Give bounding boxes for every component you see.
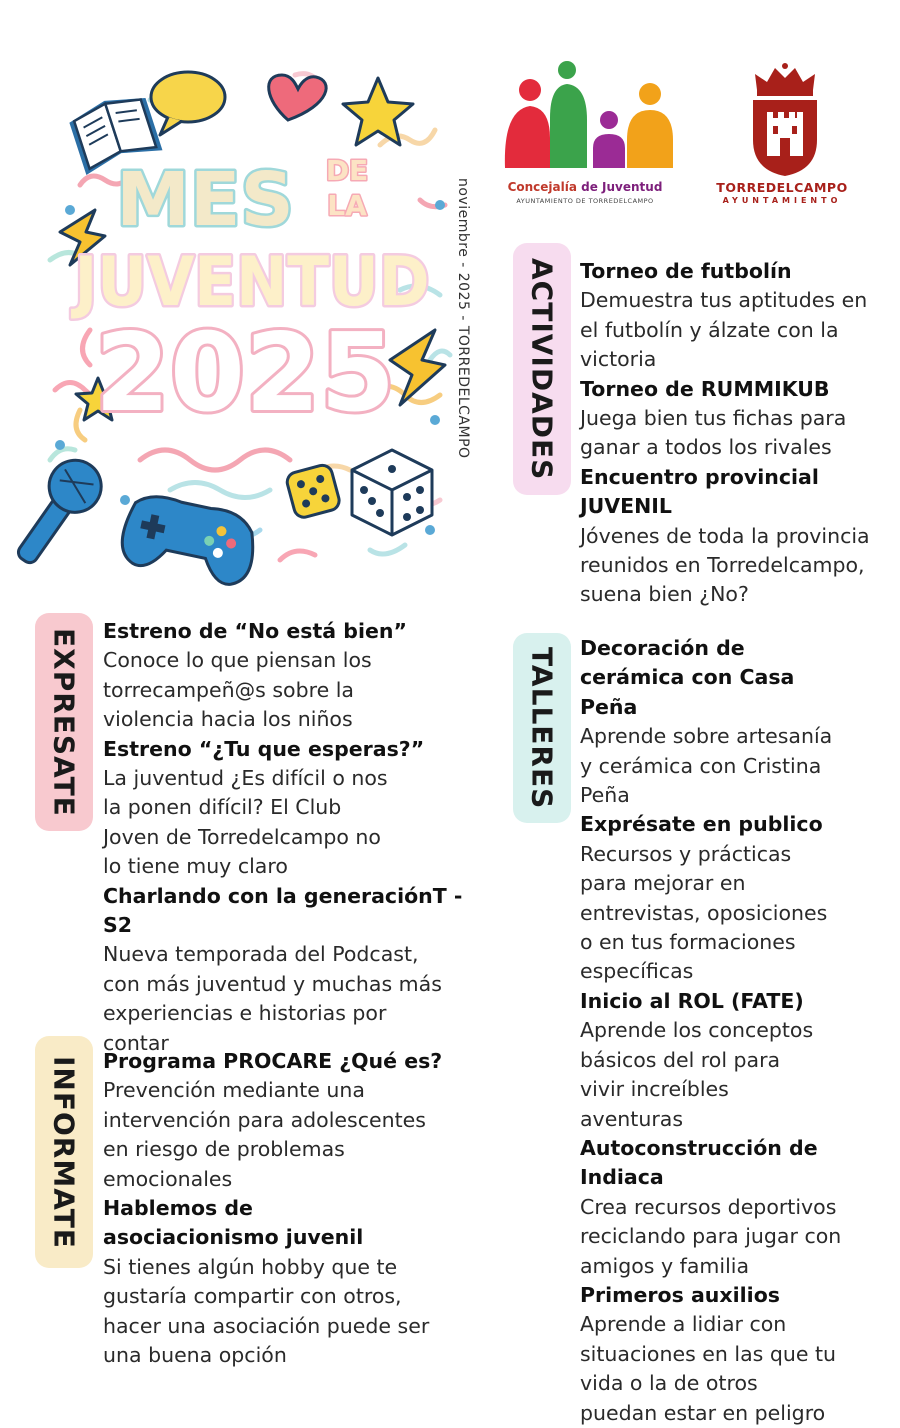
item-description: La juventud ¿Es difícil o nos la ponen difícil? El Club Joven de Torredelcampo no lo tiene muy claro xyxy=(103,766,388,879)
tab-informate-label: INFORMATE xyxy=(47,1055,81,1249)
list-item xyxy=(103,1047,473,1194)
tab-informate xyxy=(35,1036,93,1268)
item-description: Aprende sobre artesanía y cerámica con Cristina Peña xyxy=(580,724,833,808)
tab-talleres-label: TALLERES xyxy=(525,646,559,810)
item-title: Hablemos de asociacionismo juvenil xyxy=(103,1196,364,1250)
tab-talleres xyxy=(513,633,571,823)
item-title: Estreno de “No está bien” xyxy=(103,619,407,643)
poster-title-la: LA xyxy=(327,189,367,222)
list-item xyxy=(580,987,885,1134)
lightning-icon xyxy=(390,330,445,405)
item-description: Conoce lo que piensan los torrecampeñ@s sobre la violencia hacia los niños xyxy=(103,648,372,732)
list-item xyxy=(580,1134,885,1281)
logo-juventud-line2: AYUNTAMIENTO DE TORREDELCAMPO xyxy=(516,197,654,205)
microphone-icon xyxy=(2,450,111,575)
item-title: Exprésate en publico xyxy=(580,812,823,837)
item-description: Aprende los conceptos básicos del rol para vivir increíbles aventuras xyxy=(580,1018,814,1131)
poster-title-juventud: JUVENTUD xyxy=(70,243,430,322)
item-title: Inicio al ROL (FATE) xyxy=(580,988,804,1013)
list-item xyxy=(103,1194,473,1370)
heart-icon xyxy=(269,75,326,120)
item-title: Estreno “¿Tu que esperas?” xyxy=(103,736,425,761)
item-description: Nueva temporada del Podcast, con más juventud y muchas más experiencias e historias por contar xyxy=(103,942,442,1055)
item-description: Si tienes algún hobby que te gustaría compartir con otros, hacer una asociación puede ser una buena opción xyxy=(103,1254,430,1368)
list-item xyxy=(580,257,885,375)
dice-icon xyxy=(285,463,341,519)
poster-title-de: DE xyxy=(325,154,369,187)
tab-actividades-label: ACTIVIDADES xyxy=(525,257,559,481)
item-description: Jóvenes de toda la provincia reunidos en Torredelcampo, suena bien ¿No? xyxy=(580,523,870,607)
list-item xyxy=(103,735,473,882)
list-item xyxy=(103,882,473,1058)
ayto-name: TORREDELCAMPO xyxy=(716,180,848,195)
expresate-list xyxy=(103,617,473,1058)
gamepad-icon xyxy=(117,491,260,589)
item-title: Primeros auxilios xyxy=(580,1282,780,1307)
item-title: Decoración de cerámica con Casa Peña xyxy=(580,636,795,719)
item-title: Encuentro provincial JUVENIL xyxy=(580,464,819,519)
concejalia-juventud-caption xyxy=(500,180,670,205)
logo-juventud-line1a: Concejalía xyxy=(507,180,582,194)
list-item xyxy=(580,634,885,810)
ayto-subtitle: AYUNTAMIENTO xyxy=(722,196,842,205)
poster-title-mes: MES xyxy=(116,157,294,243)
item-description: Juega bien tus fichas para ganar a todos los rivales xyxy=(580,406,847,460)
item-title: Torneo de futbolín xyxy=(580,259,792,283)
list-item xyxy=(580,375,885,463)
item-title: Torneo de RUMMIKUB xyxy=(580,376,830,401)
tab-expresate-label: EXPRESATE xyxy=(47,627,81,817)
dice-icon xyxy=(352,450,432,535)
logo-juventud-line1b: de Juventud xyxy=(581,180,663,194)
list-item xyxy=(103,617,473,735)
list-item xyxy=(580,1281,885,1428)
item-title: Charlando con la generaciónT - S2 xyxy=(103,883,463,938)
list-item xyxy=(580,463,885,610)
tab-expresate xyxy=(35,613,93,831)
ayuntamiento-shield-logo xyxy=(745,60,825,180)
item-description: Prevención mediante una intervención para adolescentes en riesgo de problemas emocionales xyxy=(103,1078,426,1191)
item-description: Crea recursos deportivos reciclando para jugar con amigos y familia xyxy=(580,1194,842,1278)
informate-list xyxy=(103,1047,473,1370)
list-item xyxy=(580,810,885,986)
item-title: Programa PROCARE ¿Qué es? xyxy=(103,1049,443,1073)
item-description: Aprende a lidiar con situaciones en las que tu vida o la de otros puedan estar en peligro xyxy=(580,1312,837,1425)
item-description: Recursos y prácticas para mejorar en entrevistas, oposiciones o en tus formaciones específicas xyxy=(580,841,828,984)
tab-actividades xyxy=(513,243,571,495)
poster-title-year: 2025 xyxy=(94,311,396,436)
speech-bubble-icon xyxy=(151,72,225,135)
talleres-list xyxy=(580,634,885,1428)
hero-illustration xyxy=(40,60,460,590)
side-caption: noviembre - 2025 - TORREDELCAMPO xyxy=(455,178,471,459)
item-description: Demuestra tus aptitudes en el futbolín y álzate con la victoria xyxy=(580,288,868,372)
ayuntamiento-caption xyxy=(712,180,852,205)
item-title: Autoconstrucción de Indiaca xyxy=(580,1135,818,1190)
actividades-list xyxy=(580,257,885,610)
